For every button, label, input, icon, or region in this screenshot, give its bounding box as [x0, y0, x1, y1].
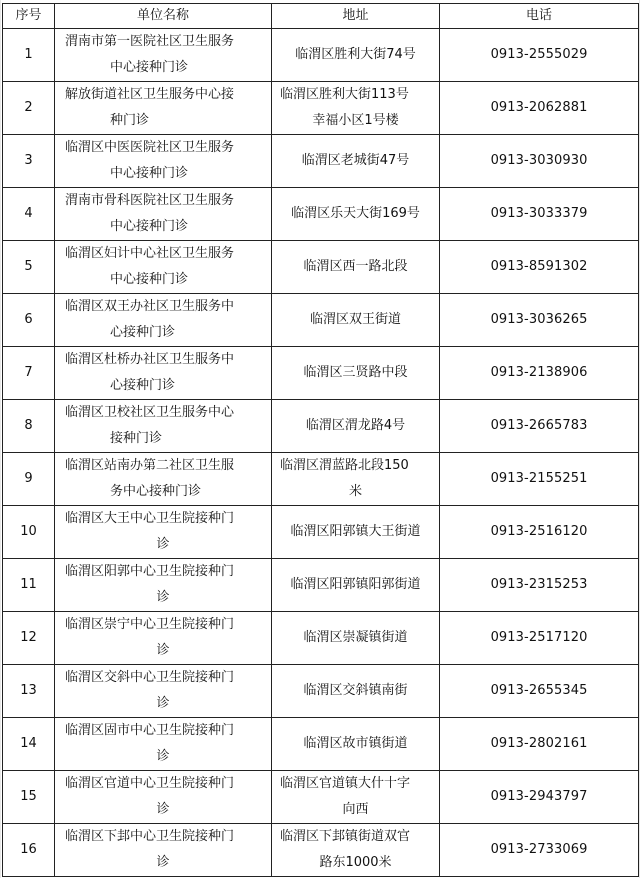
address-line: 临渭区故市镇街道: [303, 736, 408, 751]
row-index: 13: [3, 665, 55, 718]
unit-name-line: 种门诊: [110, 113, 150, 128]
table-row: [3, 188, 639, 241]
unit-name-line: 临渭区杜桥办社区卫生服务中: [65, 352, 235, 367]
address-line: 临渭区渭蓝路北段150: [280, 458, 409, 473]
phone-cell: 0913-2315253: [440, 559, 639, 612]
row-index: 2: [3, 82, 55, 135]
row-index: 15: [3, 771, 55, 824]
unit-name-cell: [55, 559, 272, 612]
unit-name-line: 临渭区崇宁中心卫生院接种门: [65, 617, 235, 632]
phone-cell: 0913-2517120: [440, 612, 639, 665]
table-row: [3, 559, 639, 612]
address-line: 临渭区阳郭镇阳郭街道: [290, 577, 421, 592]
unit-name-line: 诊: [156, 590, 170, 605]
address-line: 临渭区三贤路中段: [303, 365, 408, 380]
row-index: 11: [3, 559, 55, 612]
unit-name-line: 接种门诊: [110, 431, 163, 446]
address-line: 米: [348, 484, 362, 499]
address-line: 临渭区西一路北段: [303, 259, 408, 274]
row-index: 10: [3, 506, 55, 559]
unit-name-line: 务中心接种门诊: [110, 484, 202, 499]
phone-cell: 0913-2802161: [440, 718, 639, 771]
phone-cell: 0913-2733069: [440, 824, 639, 877]
phone-cell: 0913-2655345: [440, 665, 639, 718]
unit-name-line: 临渭区卫校社区卫生服务中心: [65, 405, 235, 420]
row-index: 5: [3, 241, 55, 294]
address-cell: [272, 559, 440, 612]
address-line: 临渭区老城街47号: [301, 153, 410, 168]
vaccination-clinic-table: [2, 3, 639, 877]
header-index: 序号: [3, 4, 55, 29]
table-row: [3, 506, 639, 559]
table-row: [3, 135, 639, 188]
row-index: 16: [3, 824, 55, 877]
unit-name-line: 临渭区中医医院社区卫生服务: [65, 140, 235, 155]
unit-name-cell: [55, 29, 272, 82]
table-row: [3, 241, 639, 294]
address-line: 临渭区双王街道: [309, 312, 401, 327]
unit-name-line: 诊: [156, 696, 170, 711]
unit-name-line: 诊: [156, 749, 170, 764]
unit-name-cell: [55, 241, 272, 294]
row-index: 8: [3, 400, 55, 453]
table-row: [3, 82, 639, 135]
phone-cell: 0913-3036265: [440, 294, 639, 347]
unit-name-line: 临渭区妇计中心社区卫生服务: [65, 246, 235, 261]
address-line: 临渭区胜利大街113号: [280, 87, 409, 102]
address-cell: [272, 188, 440, 241]
unit-name-cell: [55, 718, 272, 771]
unit-name-line: 渭南市第一医院社区卫生服务: [65, 34, 235, 49]
address-cell: [272, 506, 440, 559]
header-row: [3, 4, 639, 29]
phone-cell: 0913-2062881: [440, 82, 639, 135]
unit-name-line: 诊: [156, 643, 170, 658]
address-cell: [272, 824, 440, 877]
phone-cell: 0913-2943797: [440, 771, 639, 824]
unit-name-cell: [55, 771, 272, 824]
unit-name-line: 临渭区站南办第二社区卫生服: [65, 458, 235, 473]
unit-name-cell: [55, 82, 272, 135]
table-row: [3, 294, 639, 347]
unit-name-cell: [55, 612, 272, 665]
address-line: 临渭区下邽镇街道双官: [280, 829, 411, 844]
address-cell: [272, 241, 440, 294]
table-row: [3, 665, 639, 718]
address-line: 幸福小区1号楼: [312, 113, 399, 128]
address-cell: [272, 612, 440, 665]
row-index: 14: [3, 718, 55, 771]
unit-name-line: 诊: [156, 802, 170, 817]
table-row: [3, 824, 639, 877]
unit-name-line: 临渭区大王中心卫生院接种门: [65, 511, 235, 526]
header-phone: 电话: [440, 4, 639, 29]
phone-cell: 0913-8591302: [440, 241, 639, 294]
row-index: 9: [3, 453, 55, 506]
unit-name-line: 中心接种门诊: [110, 272, 189, 287]
unit-name-line: 临渭区交斜中心卫生院接种门: [65, 670, 235, 685]
unit-name-line: 诊: [156, 537, 170, 552]
unit-name-cell: [55, 824, 272, 877]
address-cell: [272, 453, 440, 506]
address-cell: [272, 135, 440, 188]
phone-cell: 0913-3030930: [440, 135, 639, 188]
row-index: 1: [3, 29, 55, 82]
address-cell: [272, 665, 440, 718]
unit-name-line: 临渭区固市中心卫生院接种门: [65, 723, 235, 738]
unit-name-cell: [55, 506, 272, 559]
table-body: [3, 29, 639, 877]
address-cell: [272, 82, 440, 135]
unit-name-cell: [55, 400, 272, 453]
address-line: 临渭区阳郭镇大王街道: [290, 524, 421, 539]
table-row: [3, 453, 639, 506]
header-unit-name: 单位名称: [55, 4, 272, 29]
table-row: [3, 400, 639, 453]
address-line: 临渭区交斜镇南街: [303, 683, 408, 698]
row-index: 12: [3, 612, 55, 665]
address-cell: [272, 294, 440, 347]
table-row: [3, 29, 639, 82]
address-cell: [272, 29, 440, 82]
table-row: [3, 771, 639, 824]
row-index: 6: [3, 294, 55, 347]
row-index: 3: [3, 135, 55, 188]
unit-name-cell: [55, 188, 272, 241]
unit-name-line: 心接种门诊: [110, 378, 176, 393]
phone-cell: 0913-2516120: [440, 506, 639, 559]
unit-name-line: 心接种门诊: [110, 325, 176, 340]
address-cell: [272, 771, 440, 824]
phone-cell: 0913-2138906: [440, 347, 639, 400]
address-cell: [272, 718, 440, 771]
unit-name-cell: [55, 294, 272, 347]
table-row: [3, 718, 639, 771]
unit-name-line: 临渭区下邽中心卫生院接种门: [65, 829, 235, 844]
phone-cell: 0913-2555029: [440, 29, 639, 82]
unit-name-line: 中心接种门诊: [110, 166, 189, 181]
address-cell: [272, 347, 440, 400]
unit-name-line: 临渭区阳郭中心卫生院接种门: [65, 564, 235, 579]
unit-name-line: 诊: [156, 855, 170, 870]
address-line: 路东1000米: [319, 855, 392, 870]
address-line: 临渭区渭龙路4号: [305, 418, 406, 433]
table-row: [3, 612, 639, 665]
address-line: 临渭区乐天大街169号: [291, 206, 420, 221]
phone-cell: 0913-2665783: [440, 400, 639, 453]
unit-name-line: 解放街道社区卫生服务中心接: [65, 87, 235, 102]
header-address: 地址: [272, 4, 440, 29]
row-index: 7: [3, 347, 55, 400]
unit-name-cell: [55, 135, 272, 188]
row-index: 4: [3, 188, 55, 241]
phone-cell: 0913-3033379: [440, 188, 639, 241]
address-line: 向西: [342, 802, 369, 817]
unit-name-line: 临渭区官道中心卫生院接种门: [65, 776, 235, 791]
phone-cell: 0913-2155251: [440, 453, 639, 506]
unit-name-cell: [55, 347, 272, 400]
unit-name-cell: [55, 665, 272, 718]
address-line: 临渭区官道镇大什十字: [280, 776, 411, 791]
address-line: 临渭区崇凝镇街道: [303, 630, 408, 645]
unit-name-line: 中心接种门诊: [110, 60, 189, 75]
unit-name-line: 临渭区双王办社区卫生服务中: [65, 299, 235, 314]
address-line: 临渭区胜利大街74号: [295, 47, 416, 62]
unit-name-line: 中心接种门诊: [110, 219, 189, 234]
unit-name-cell: [55, 453, 272, 506]
address-cell: [272, 400, 440, 453]
table-header: [3, 4, 639, 29]
unit-name-line: 渭南市骨科医院社区卫生服务: [65, 193, 235, 208]
table-row: [3, 347, 639, 400]
